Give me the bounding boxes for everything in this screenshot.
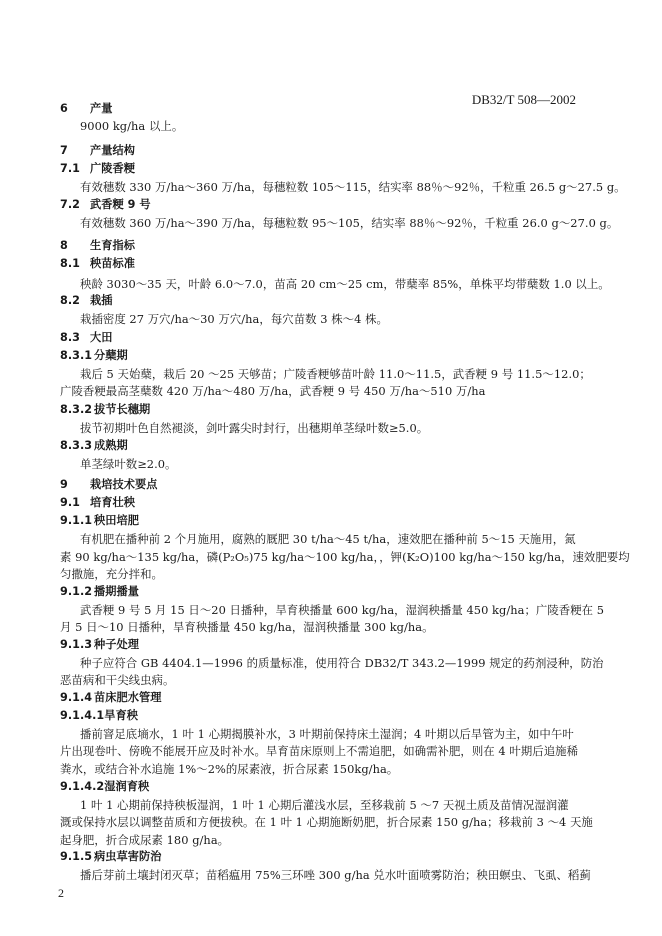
section-number: 7 — [60, 144, 68, 157]
body-text-line: 恶苗病和干尖线虫病。 — [60, 673, 175, 687]
body-text-line: 栽插密度 27 万穴/ha～30 万穴/ha，每穴苗数 3 株～4 株。 — [80, 312, 388, 326]
section-title: 产量 — [90, 102, 113, 115]
section-number: 9.1.5 — [60, 850, 93, 863]
body-text-line: 9000 kg/ha 以上。 — [80, 119, 184, 133]
body-text-line: 匀撒施，充分拌和。 — [60, 567, 163, 581]
section-title: 苗床肥水管理 — [94, 691, 162, 704]
section-title: 旱育秧 — [104, 709, 138, 722]
section-title: 病虫草害防治 — [94, 850, 162, 863]
section-heading — [60, 850, 161, 864]
body-text-line: 单茎绿叶数≥2.0。 — [80, 457, 177, 471]
body-text-line: 粪水，或结合补水追施 1%～2%的尿素液，折合尿素 150kg/ha。 — [60, 762, 399, 776]
body-text-line: 广陵香粳最高茎蘖数 420 万/ha～480 万/ha，武香粳 9 号 450 万/ha～510 万/ha — [60, 384, 486, 398]
section-title: 拔节长穗期 — [94, 403, 151, 416]
body-text-line: 素 90 kg/ha～135 kg/ha，磷(P₂O₅)75 kg/ha～100 kg/ha，，钾(K₂O)100 kg/ha～150 kg/ha，速效肥要均 — [60, 550, 630, 564]
body-text-line: 起身肥，折合成尿素 180 g/ha。 — [60, 833, 230, 847]
section-number: 8.1 — [60, 257, 80, 270]
section-heading — [60, 691, 161, 705]
section-heading — [60, 239, 135, 253]
section-heading — [60, 198, 151, 212]
section-number: 8.3.1 — [60, 349, 93, 362]
section-title: 栽插 — [90, 294, 113, 307]
section-number: 8.2 — [60, 294, 80, 307]
section-heading — [60, 144, 135, 158]
section-heading — [60, 709, 138, 723]
section-title: 武香粳 9 号 — [90, 198, 151, 211]
section-heading — [60, 496, 135, 510]
section-number: 8.3.3 — [60, 439, 93, 452]
section-title: 生育指标 — [90, 239, 135, 252]
section-title: 播期播量 — [94, 585, 139, 598]
body-text-line: 武香粳 9 号 5 月 15 日～20 日播种，旱育秧播量 600 kg/ha，湿润秧播量 450 kg/ha；广陵香粳在 5 — [80, 603, 605, 617]
body-text-line: 播前窨足底墒水，1 叶 1 心期揭膜补水，3 叶期前保持床土湿润；4 叶期以后旱管为主，如中午叶 — [80, 727, 574, 741]
section-number: 7.2 — [60, 198, 80, 211]
section-title: 产量结构 — [90, 144, 135, 157]
body-text-line: 拔节初期叶色自然褪淡，剑叶露尖时封行，出穗期单茎绿叶数≥5.0。 — [80, 421, 429, 435]
section-title: 培育壮秧 — [90, 496, 135, 509]
section-heading — [60, 162, 135, 176]
section-title: 湿润育秧 — [104, 780, 150, 793]
section-heading — [60, 638, 139, 652]
section-title: 广陵香粳 — [90, 162, 135, 175]
section-heading — [60, 257, 135, 271]
section-title: 秧田培肥 — [94, 514, 139, 527]
body-text-line: 秧龄 3030～35 天，叶龄 6.0～7.0，苗高 20 cm～25 cm，带蘖率 85%，单株平均带蘖数 1.0 以上。 — [80, 277, 610, 291]
body-text-line: 片出现卷叶、傍晚不能展开应及时补水。旱育苗床原则上不需追肥，如确需补肥，则在 4 叶期后追施稀 — [60, 744, 579, 758]
section-number: 9.1 — [60, 496, 80, 509]
body-text-line: 月 5 日～10 日播种，旱育秧播量 450 kg/ha，湿润秧播量 300 kg/ha。 — [60, 620, 434, 634]
section-number: 6 — [60, 102, 68, 115]
section-number: 8 — [60, 239, 68, 252]
section-heading — [60, 514, 139, 528]
section-title: 种子处理 — [94, 638, 139, 651]
section-number: 9.1.4 — [60, 691, 93, 704]
section-title: 成熟期 — [94, 439, 128, 452]
section-number: 7.1 — [60, 162, 80, 175]
section-title: 栽培技术要点 — [90, 478, 158, 491]
section-title: 大田 — [90, 331, 113, 344]
section-heading — [60, 102, 112, 116]
section-heading — [60, 780, 149, 794]
section-number: 9.1.2 — [60, 585, 93, 598]
section-number: 8.3 — [60, 331, 80, 344]
section-heading — [60, 331, 112, 345]
section-number: 8.3.2 — [60, 403, 93, 416]
section-heading — [60, 478, 157, 492]
section-number: 9.1.4.2 — [60, 780, 105, 793]
section-heading — [60, 403, 150, 417]
body-text-line: 溉或保持水层以调整苗质和方便拔秧。在 1 叶 1 心期施断奶肥，折合尿素 150 g/ha；移栽前 3 ～4 天施 — [60, 815, 593, 829]
body-text-line: 栽后 5 天始蘖，栽后 20 ～25 天够苗；广陵香粳够苗叶龄 11.0～11.5，武香粳 9 号 11.5～12.0； — [80, 367, 591, 381]
section-heading — [60, 349, 128, 363]
body-text-line: 有效穗数 360 万/ha～390 万/ha，每穗粒数 95～105，结实率 88％～92％，千粒重 26.0 g～27.0 g。 — [80, 216, 619, 230]
page-number: 2 — [58, 886, 64, 900]
body-text-line: 有效穗数 330 万/ha～360 万/ha，每穗粒数 105～115，结实率 88％～92％，千粒重 26.5 g～27.5 g。 — [80, 180, 626, 194]
section-heading — [60, 585, 139, 599]
standard-code: DB32/T 508—2002 — [471, 92, 576, 107]
section-number: 9.1.1 — [60, 514, 93, 527]
body-text-line: 有机肥在播种前 2 个月施用，腐熟的厩肥 30 t/ha～45 t/ha，速效肥在播种前 5～15 天施用，氮 — [80, 532, 576, 546]
body-text-line: 1 叶 1 心期前保持秧板湿润，1 叶 1 心期后灌浅水层，至移栽前 5 ～7 天视土质及苗情况湿润灌 — [80, 798, 569, 812]
section-title: 分蘖期 — [94, 349, 128, 362]
section-number: 9.1.4.1 — [60, 709, 105, 722]
body-text-line: 种子应符合 GB 4404.1—1996 的质量标准，使用符合 DB32/T 343.2—1999 规定的药剂浸种，防治 — [80, 656, 604, 670]
body-text-line: 播后芽前土壤封闭灭草；苗稻瘟用 75%三环唑 300 g/ha 兑水叶面喷雾防治；秧田螟虫、飞虱、稻蓟 — [80, 868, 591, 882]
section-number: 9.1.3 — [60, 638, 93, 651]
section-heading — [60, 294, 112, 308]
section-heading — [60, 439, 128, 453]
section-number: 9 — [60, 478, 68, 491]
section-title: 秧苗标准 — [90, 257, 135, 270]
